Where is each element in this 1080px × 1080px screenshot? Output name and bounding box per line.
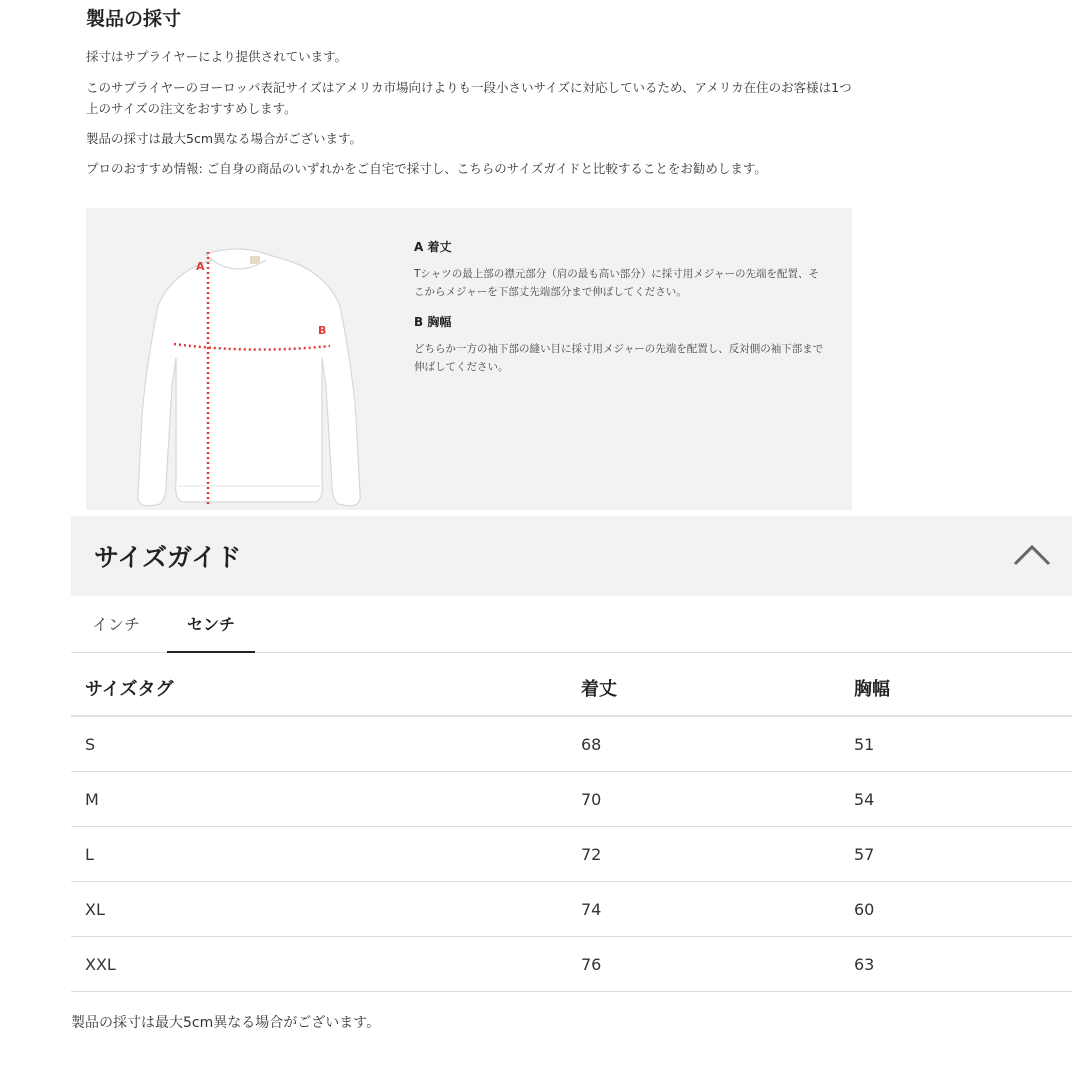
measurement-paragraph: プロのおすすめ情報: ご自身の商品のいずれかをご自宅で採寸し、こちらのサイズガイドと比較することをお勧めします。: [86, 161, 767, 176]
size-table: [71, 660, 1072, 992]
length-cell: 72: [567, 827, 840, 882]
chest-cell: 51: [840, 716, 1072, 772]
table-header-row: [71, 660, 1072, 716]
length-cell: 76: [567, 937, 840, 992]
chest-instruction: どちらか一方の袖下部の縫い目に採寸用メジャーの先端を配置し、反対側の袖下部まで伸ばしてください。: [414, 343, 824, 373]
label-a: A: [196, 260, 205, 273]
measurement-title: 製品の採寸: [86, 8, 182, 30]
size-guide-title: サイズガイド: [94, 543, 242, 572]
measurement-instructions: [414, 238, 826, 388]
column-header-chest: 胸幅: [840, 660, 1072, 716]
length-cell: 70: [567, 772, 840, 827]
chest-cell: 54: [840, 772, 1072, 827]
size-footnote: 製品の採寸は最大5cm異なる場合がございます。: [71, 1015, 381, 1031]
size-tag-cell: S: [71, 716, 567, 772]
chevron-up-icon[interactable]: [1012, 538, 1052, 572]
label-b: B: [318, 324, 327, 337]
table-row: [71, 827, 1072, 882]
size-tag-cell: L: [71, 827, 567, 882]
size-tag-cell: M: [71, 772, 567, 827]
table-row: [71, 716, 1072, 772]
chest-cell: 57: [840, 827, 1072, 882]
column-header-size-tag: サイズタグ: [71, 660, 567, 716]
measurement-paragraph: このサプライヤーのヨーロッパ表記サイズはアメリカ市場向けよりも一段小さいサイズに対応しているため、アメリカ在住のお客様は1つ上のサイズの注文をおすすめします。: [86, 80, 852, 116]
table-row: [71, 937, 1072, 992]
table-row: [71, 772, 1072, 827]
measurement-diagram-panel: [86, 208, 852, 510]
tab-cm[interactable]: センチ: [167, 597, 255, 653]
sweatshirt-outline: [138, 249, 361, 506]
measurement-paragraph: 採寸はサプライヤーにより提供されています。: [86, 49, 348, 64]
size-guide-header[interactable]: [71, 516, 1072, 596]
label-tag: [250, 256, 260, 264]
length-cell: 74: [567, 882, 840, 937]
size-tag-cell: XL: [71, 882, 567, 937]
chest-cell: 63: [840, 937, 1072, 992]
unit-tabs: [71, 597, 1072, 653]
tab-inch[interactable]: インチ: [91, 615, 140, 634]
column-header-length: 着丈: [567, 660, 840, 716]
sweatshirt-diagram: [126, 236, 376, 512]
chest-heading: B 胸幅: [414, 315, 452, 329]
table-row: [71, 882, 1072, 937]
length-cell: 68: [567, 716, 840, 772]
chest-cell: 60: [840, 882, 1072, 937]
size-tag-cell: XXL: [71, 937, 567, 992]
measurement-paragraph: 製品の採寸は最大5cm異なる場合がございます。: [86, 131, 363, 146]
length-heading: A 着丈: [414, 240, 452, 254]
length-instruction: Tシャツの最上部の襟元部分（肩の最も高い部分）に採寸用メジャーの先端を配置、そこからメジャーを下部丈先端部分まで伸ばしてください。: [414, 268, 819, 298]
